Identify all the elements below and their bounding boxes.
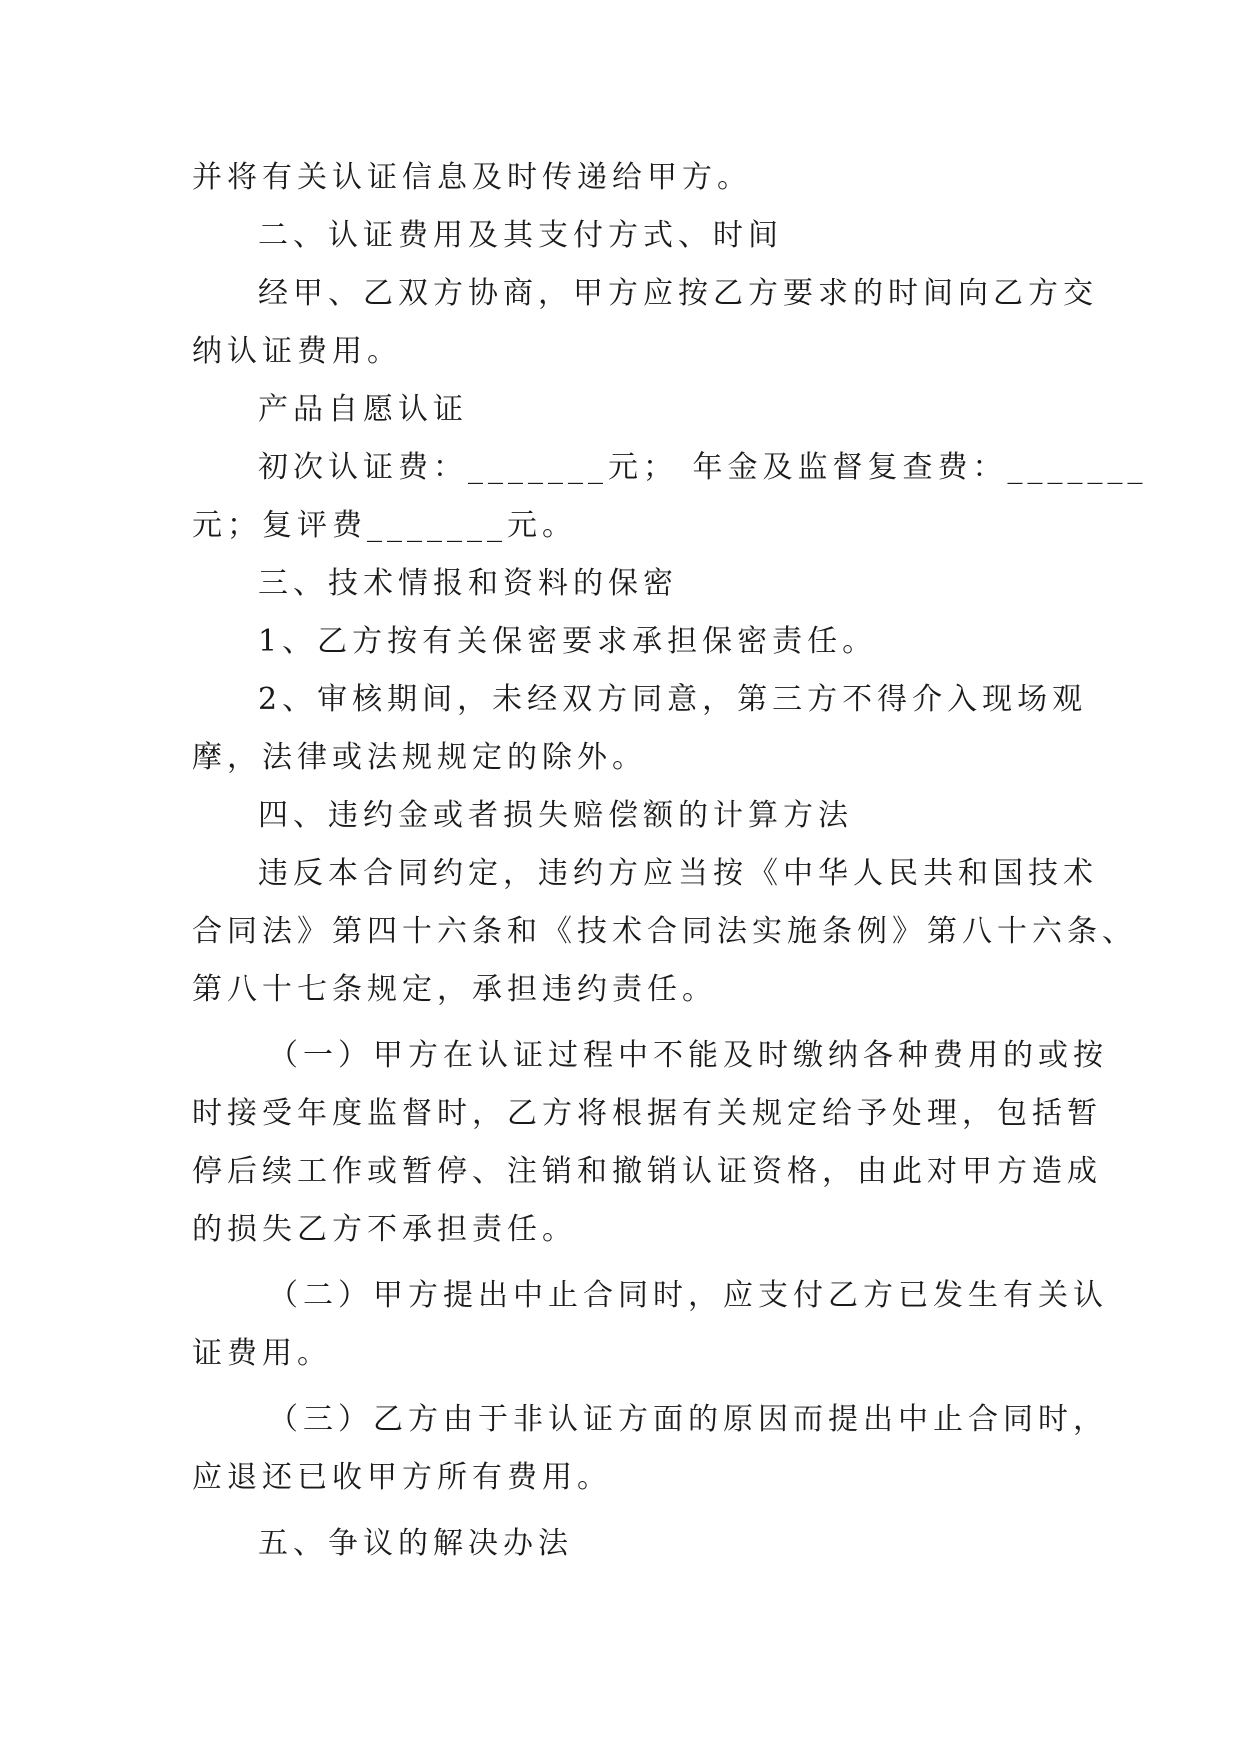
paragraph-line: 违反本合同约定，违约方应当按《中华人民共和国技术 [258, 856, 1098, 891]
paragraph-line: 停后续工作或暂停、注销和撤销认证资格，由此对甲方造成 [192, 1154, 1102, 1189]
paragraph-line: 经甲、乙双方协商，甲方应按乙方要求的时间向乙方交 [258, 276, 1098, 311]
paragraph-line: 时接受年度监督时，乙方将根据有关规定给予处理，包括暂 [192, 1096, 1102, 1131]
paragraph-line: 并将有关认证信息及时传递给甲方。 [192, 160, 752, 195]
clause-1: 1、乙方按有关保密要求承担保密责任。 [258, 624, 878, 659]
paragraph-line: 证费用。 [192, 1336, 332, 1371]
paragraph-line: 摩，法律或法规规定的除外。 [192, 740, 647, 775]
paragraph-line: 元；复评费_______元。 [192, 508, 577, 543]
document-body [192, 158, 1148, 1582]
paragraph-line: 应退还已收甲方所有费用。 [192, 1460, 612, 1495]
sub-clause-2: （二）甲方提出中止合同时，应支付乙方已发生有关认 [268, 1278, 1108, 1313]
paragraph-line: 纳认证费用。 [192, 334, 402, 369]
sub-clause-3: （三）乙方由于非认证方面的原因而提出中止合同时， [268, 1402, 1108, 1437]
paragraph-line: 的损失乙方不承担责任。 [192, 1212, 577, 1247]
sub-clause-1: （一）甲方在认证过程中不能及时缴纳各种费用的或按 [268, 1038, 1108, 1073]
section-heading-4: 四、违约金或者损失赔偿额的计算方法 [258, 798, 853, 833]
subheading: 产品自愿认证 [258, 392, 468, 427]
paragraph-line: 初次认证费：_______元； 年金及监督复查费：_______ [258, 450, 1148, 485]
section-heading-3: 三、技术情报和资料的保密 [258, 566, 678, 601]
section-heading-5: 五、争议的解决办法 [258, 1526, 573, 1561]
section-heading-2: 二、认证费用及其支付方式、时间 [258, 218, 783, 253]
clause-2: 2、审核期间，未经双方同意，第三方不得介入现场观 [258, 682, 1088, 717]
paragraph-line: 合同法》第四十六条和《技术合同法实施条例》第八十六条、 [192, 914, 1137, 949]
paragraph-line: 第八十七条规定，承担违约责任。 [192, 972, 717, 1007]
